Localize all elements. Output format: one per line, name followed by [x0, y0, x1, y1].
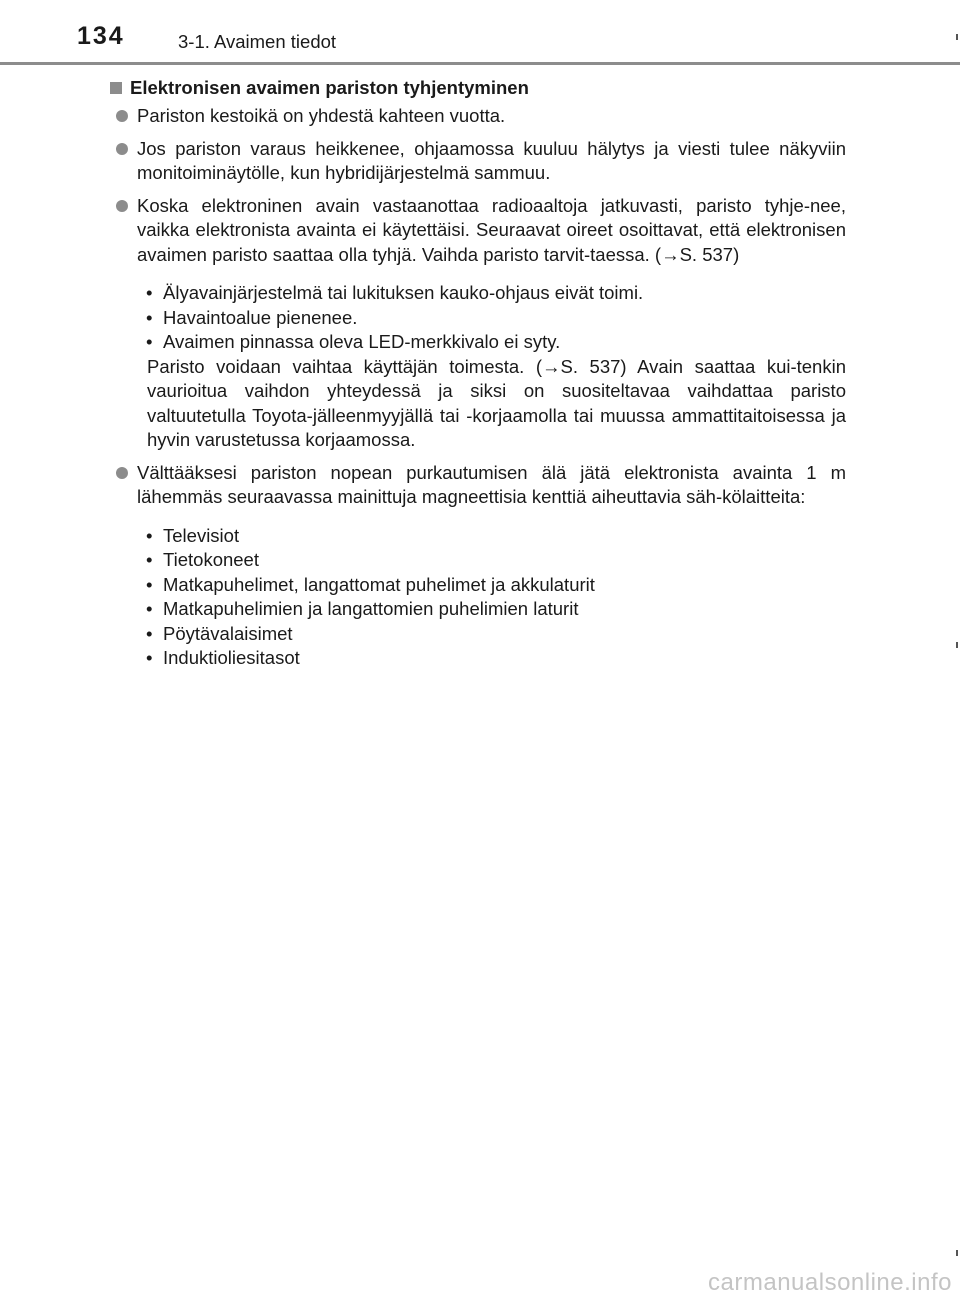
list-item-text: Televisiot [163, 524, 240, 546]
dot-bullet-icon: • [146, 331, 153, 352]
list-item [137, 622, 846, 647]
list-item-text: Tietokoneet [163, 549, 259, 570]
dot-bullet-icon: • [146, 622, 153, 644]
dot-bullet-icon: • [146, 573, 153, 595]
list-item-text: Älyavainjärjestelmä tai lukituksen kauko-ohjaus eivät toimi. [163, 282, 644, 303]
bullet-battery-drain [110, 194, 846, 268]
header-rule [0, 62, 960, 65]
section-heading [110, 76, 846, 100]
list-item [137, 597, 846, 622]
page-number: 134 [77, 22, 125, 50]
dot-bullet-icon: • [146, 598, 153, 619]
list-item [137, 548, 846, 573]
square-bullet-icon [110, 82, 122, 94]
bullet-magnetic-fields [110, 461, 846, 510]
bullet-text: Jos pariston varaus heikkenee, ohjaamossa kuuluu hälytys ja viesti tulee näkyviin monitoiminäytölle, kun hybridijärjestelmä sammuu. [137, 137, 846, 183]
margin-tick [956, 34, 958, 40]
battery-replacement-note: Paristo voidaan vaihtaa käyttäjän toimesta. (→S. 537) Avain saattaa kui-tenkin vaurioitua vaihdon yhteydessä ja siksi on suositeltavaa vaihdattaa paristo valtuutetulla Toyota-jälleenmyyjällä tai -korjaamolla tai muussa ammattitaitoisessa ja hyvin varustetussa korjaamossa. [147, 355, 846, 450]
dot-bullet-icon: • [146, 306, 153, 328]
bullet-text: Koska elektroninen avain vastaanottaa radioaaltoja jatkuvasti, paristo tyhje-nee, vaikka elektronista avainta ei käytettäisi. Seuraavat oireet osoittavat, että elektronisen avaimen paristo saattaa olla tyhjä. Vaihda paristo tarvit-taessa. (→S. 537) [137, 194, 846, 265]
margin-tick [956, 642, 958, 648]
bullet-battery-life [110, 104, 846, 129]
list-item [137, 524, 846, 549]
list-item-text: Induktioliesitasot [163, 647, 300, 668]
section-title: 3-1. Avaimen tiedot [178, 31, 337, 52]
list-item [137, 330, 846, 355]
list-item [137, 306, 846, 331]
dot-bullet-icon: • [146, 282, 153, 303]
circle-bullet-icon [116, 200, 128, 212]
margin-tick [956, 1250, 958, 1256]
watermark: carmanualsonline.info [708, 1269, 952, 1296]
circle-bullet-icon [116, 110, 128, 122]
symptom-list [137, 281, 846, 355]
circle-bullet-icon [116, 467, 128, 479]
list-item-text: Pöytävalaisimet [163, 622, 293, 644]
bullet-text: Välttääksesi pariston nopean purkautumisen älä jätä elektronista avainta 1 m lähemmäs seuraavassa mainittuja magneettisia kenttiä aiheuttavia säh-kölaitteita: [137, 461, 846, 507]
list-item-text: Havaintoalue pienenee. [163, 306, 358, 328]
list-item-text: Matkapuhelimet, langattomat puhelimet ja akkulaturit [163, 573, 595, 595]
device-list [137, 524, 846, 671]
page-header [0, 0, 960, 64]
dot-bullet-icon: • [146, 524, 153, 546]
list-item [137, 646, 846, 671]
section-heading-text: Elektronisen avaimen pariston tyhjentyminen [130, 77, 529, 98]
circle-bullet-icon [116, 143, 128, 155]
list-item [137, 281, 846, 306]
page-content [110, 76, 846, 671]
list-item-text: Avaimen pinnassa oleva LED-merkkivalo ei syty. [163, 331, 561, 352]
list-item [137, 573, 846, 598]
list-item-text: Matkapuhelimien ja langattomien puhelimien laturit [163, 598, 579, 619]
bullet-low-battery-warning [110, 137, 846, 186]
dot-bullet-icon: • [146, 549, 153, 570]
dot-bullet-icon: • [146, 647, 153, 668]
bullet-text: Pariston kestoikä on yhdestä kahteen vuotta. [137, 105, 506, 126]
